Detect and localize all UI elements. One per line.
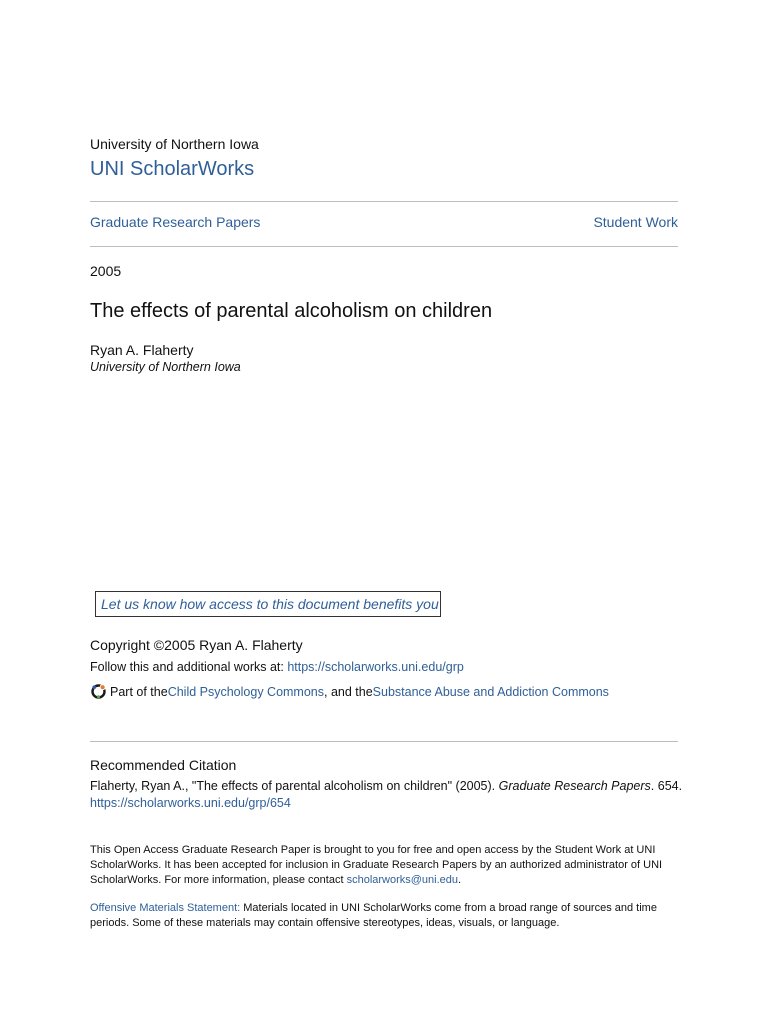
- feedback-link-text: Let us know how access to this document benefits you: [101, 596, 439, 612]
- institution-name: University of Northern Iowa: [90, 136, 259, 152]
- citation-url-link[interactable]: https://scholarworks.uni.edu/grp/654: [90, 796, 291, 810]
- collection-url-link[interactable]: https://scholarworks.uni.edu/grp: [287, 660, 464, 674]
- parent-collection-link[interactable]: Student Work: [593, 214, 678, 230]
- repository-link[interactable]: UNI ScholarWorks: [90, 158, 255, 180]
- paper-title: The effects of parental alcoholism on children: [90, 300, 493, 322]
- nav-divider: [90, 246, 678, 247]
- follow-line: [90, 660, 464, 674]
- part-of-prefix: Part of the: [110, 684, 168, 699]
- open-access-text: This Open Access Graduate Research Paper is brought to you for free and open access by the Student Work at UNI ScholarWorks. It has been accepted for inclusion in Graduate Research Papers by an authorized administrator of UNI ScholarWorks. For more information, please contact: [90, 844, 663, 886]
- child-psychology-commons-link[interactable]: Child Psychology Commons: [167, 684, 324, 699]
- header-divider: [90, 201, 678, 202]
- offensive-materials-statement: [90, 901, 680, 931]
- part-of-line: [90, 683, 609, 700]
- network-commons-icon: [90, 683, 107, 700]
- citation-heading: Recommended Citation: [90, 757, 237, 773]
- citation-series: Graduate Research Papers: [498, 779, 651, 793]
- open-access-notice: [90, 843, 680, 888]
- collection-link[interactable]: Graduate Research Papers: [90, 214, 261, 230]
- follow-prefix: Follow this and additional works at:: [90, 660, 288, 674]
- citation-number: . 654.: [650, 779, 683, 793]
- and-the-text: , and the: [324, 684, 373, 699]
- copyright-statement: Copyright ©2005 Ryan A. Flaherty: [90, 637, 303, 653]
- substance-abuse-commons-link[interactable]: Substance Abuse and Addiction Commons: [372, 684, 609, 699]
- citation-divider: [90, 741, 678, 742]
- feedback-link[interactable]: [95, 591, 441, 617]
- citation-prefix: Flaherty, Ryan A., "The effects of parental alcoholism on children" (2005).: [90, 779, 499, 793]
- offensive-statement-link[interactable]: Offensive Materials Statement:: [90, 902, 241, 914]
- notice-period: .: [458, 874, 462, 886]
- author-name: Ryan A. Flaherty: [90, 342, 194, 358]
- publication-year: 2005: [90, 263, 122, 279]
- offensive-statement-text: Materials located in UNI ScholarWorks come from a broad range of sources and time periods. Some of these materials may contain offensive stereotypes, ideas, visuals, or language.: [90, 902, 657, 929]
- citation-text: [90, 778, 690, 812]
- author-affiliation: University of Northern Iowa: [90, 360, 241, 374]
- contact-email-link[interactable]: scholarworks@uni.edu: [346, 874, 459, 886]
